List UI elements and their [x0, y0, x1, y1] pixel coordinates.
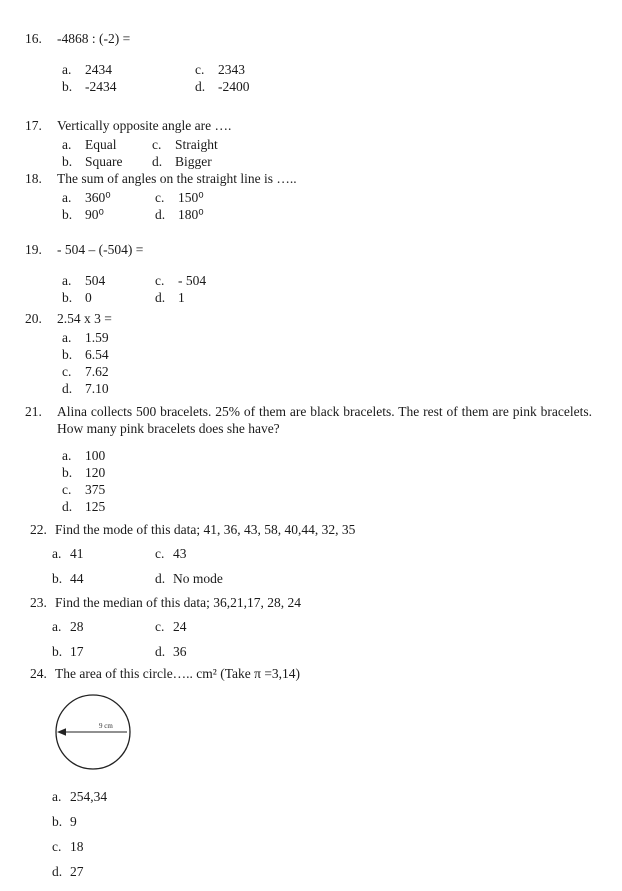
option-label: b. — [62, 207, 73, 222]
radius-label: 9 cm — [99, 722, 113, 730]
option-text: 17 — [70, 644, 84, 659]
option-text: -2400 — [218, 79, 250, 94]
option-21-a — [62, 447, 592, 464]
option-label: b. — [52, 571, 63, 586]
option-label: b. — [62, 79, 73, 94]
option-21-c — [62, 481, 592, 498]
option-text: Equal — [85, 137, 117, 152]
option-text: Square — [85, 154, 123, 169]
option-17-c — [152, 136, 218, 153]
option-label: b. — [62, 154, 73, 169]
option-label: c. — [155, 190, 165, 205]
question-23-options — [52, 618, 592, 660]
circle-diagram-container — [47, 692, 592, 776]
option-22-d — [155, 570, 223, 587]
option-label: a. — [62, 273, 72, 288]
option-text: 120 — [85, 465, 106, 480]
question-number: 22. — [30, 522, 47, 537]
option-18-a — [62, 189, 155, 206]
question-24 — [25, 665, 592, 880]
option-text: 2343 — [218, 62, 245, 77]
option-17-d — [152, 153, 218, 170]
question-text: The sum of angles on the straight line is ….. — [57, 171, 297, 186]
question-number: 21. — [25, 404, 42, 419]
option-label: a. — [62, 137, 72, 152]
option-22-c — [155, 545, 223, 562]
question-text: -4868 : (-2) = — [57, 31, 131, 46]
option-label: d. — [152, 154, 163, 169]
option-text: 9 — [70, 814, 77, 829]
option-23-d — [155, 643, 187, 660]
option-24-b — [52, 813, 592, 830]
option-20-d — [62, 380, 592, 397]
option-label: d. — [195, 79, 206, 94]
question-text: Find the median of this data; 36,21,17, 28, 24 — [55, 595, 301, 610]
option-text: No mode — [173, 571, 223, 586]
option-text: 7.10 — [85, 381, 109, 396]
option-text: -2434 — [85, 79, 117, 94]
option-text: 1 — [178, 290, 185, 305]
option-text: 125 — [85, 499, 106, 514]
question-head — [25, 594, 592, 611]
option-label: a. — [62, 448, 72, 463]
question-number: 16. — [25, 31, 42, 46]
option-16-d — [195, 78, 250, 95]
option-19-d — [155, 289, 206, 306]
option-19-b — [62, 289, 155, 306]
option-24-c — [52, 838, 592, 855]
option-label: d. — [62, 381, 73, 396]
option-20-c — [62, 363, 592, 380]
option-text: 1.59 — [85, 330, 109, 345]
question-22 — [25, 521, 592, 587]
option-label: c. — [155, 273, 165, 288]
option-text: 24 — [173, 619, 187, 634]
question-head — [25, 403, 592, 437]
option-22-b — [52, 570, 155, 587]
option-label: c. — [62, 364, 72, 379]
option-18-b — [62, 206, 155, 223]
option-label: a. — [62, 62, 72, 77]
question-20 — [25, 310, 592, 397]
option-label: c. — [52, 839, 62, 854]
option-23-c — [155, 618, 187, 635]
question-text: - 504 – (-504) = — [57, 242, 144, 257]
option-label: c. — [155, 619, 165, 634]
arrowhead-icon — [57, 728, 66, 736]
question-17-options — [62, 136, 592, 170]
option-label: d. — [155, 571, 166, 586]
question-number: 20. — [25, 311, 42, 326]
question-16 — [25, 30, 592, 95]
question-18-options — [62, 189, 592, 223]
option-19-a — [62, 272, 155, 289]
option-label: c. — [62, 482, 72, 497]
question-19-options — [62, 272, 592, 306]
option-label: c. — [195, 62, 205, 77]
question-head — [25, 170, 592, 187]
option-text: 2434 — [85, 62, 112, 77]
question-head — [25, 30, 592, 47]
option-23-b — [52, 643, 155, 660]
question-head — [25, 665, 592, 682]
option-label: d. — [52, 864, 63, 879]
option-20-b — [62, 346, 592, 363]
question-text: Alina collects 500 bracelets. 25% of them are black bracelets. The rest of them are pink bracelets. How many pink bracelets does she have? — [57, 404, 592, 436]
option-text: 43 — [173, 546, 187, 561]
option-text: Bigger — [175, 154, 212, 169]
question-number: 17. — [25, 118, 42, 133]
option-text: 375 — [85, 482, 106, 497]
option-16-c — [195, 61, 250, 78]
circle-diagram — [47, 692, 139, 772]
option-label: d. — [155, 290, 166, 305]
option-label: d. — [155, 207, 166, 222]
option-label: d. — [62, 499, 73, 514]
option-label: d. — [155, 644, 166, 659]
question-number: 24. — [30, 666, 47, 681]
question-text: The area of this circle….. cm² (Take π =3,14) — [55, 666, 301, 681]
option-text: 36 — [173, 644, 187, 659]
option-text: 18 — [70, 839, 84, 854]
option-text: 44 — [70, 571, 84, 586]
question-head — [25, 521, 592, 538]
option-19-c — [155, 272, 206, 289]
question-18 — [25, 170, 592, 223]
option-label: b. — [62, 347, 73, 362]
question-head — [25, 117, 592, 134]
question-head — [25, 310, 592, 327]
option-24-d — [52, 863, 592, 880]
option-label: a. — [62, 330, 72, 345]
question-number: 18. — [25, 171, 42, 186]
option-label: a. — [52, 546, 62, 561]
option-text: 180⁰ — [178, 207, 204, 222]
option-label: a. — [52, 789, 62, 804]
option-21-d — [62, 498, 592, 515]
question-19 — [25, 241, 592, 306]
option-16-a — [62, 61, 195, 78]
option-17-b — [62, 153, 152, 170]
question-head — [25, 241, 592, 258]
option-text: 100 — [85, 448, 106, 463]
option-label: b. — [62, 465, 73, 480]
option-label: c. — [155, 546, 165, 561]
option-text: Straight — [175, 137, 218, 152]
question-23 — [25, 594, 592, 660]
option-label: c. — [152, 137, 162, 152]
question-text: Find the mode of this data; 41, 36, 43, 58, 40,44, 32, 35 — [55, 522, 356, 537]
question-17 — [25, 117, 592, 170]
option-text: 7.62 — [85, 364, 109, 379]
option-text: 504 — [85, 273, 106, 288]
option-text: 254,34 — [70, 789, 108, 804]
option-label: a. — [62, 190, 72, 205]
option-text: 6.54 — [85, 347, 109, 362]
option-label: a. — [52, 619, 62, 634]
option-text: - 504 — [178, 273, 207, 288]
question-21 — [25, 403, 592, 515]
question-16-options — [62, 61, 592, 95]
question-20-options — [62, 329, 592, 397]
option-17-a — [62, 136, 152, 153]
option-text: 0 — [85, 290, 92, 305]
option-24-a — [52, 788, 592, 805]
option-text: 150⁰ — [178, 190, 204, 205]
option-18-d — [155, 206, 204, 223]
question-number: 19. — [25, 242, 42, 257]
question-24-options — [52, 788, 592, 880]
option-text: 41 — [70, 546, 84, 561]
option-16-b — [62, 78, 195, 95]
option-label: b. — [52, 814, 63, 829]
option-text: 28 — [70, 619, 84, 634]
option-22-a — [52, 545, 155, 562]
option-label: b. — [52, 644, 63, 659]
option-label: b. — [62, 290, 73, 305]
question-number: 23. — [30, 595, 47, 610]
question-text: 2.54 x 3 = — [57, 311, 112, 326]
option-text: 27 — [70, 864, 84, 879]
option-20-a — [62, 329, 592, 346]
option-23-a — [52, 618, 155, 635]
question-text: Vertically opposite angle are …. — [57, 118, 232, 133]
question-22-options — [52, 545, 592, 587]
option-text: 90⁰ — [85, 207, 104, 222]
option-18-c — [155, 189, 204, 206]
question-21-options — [62, 447, 592, 515]
option-21-b — [62, 464, 592, 481]
option-text: 360⁰ — [85, 190, 111, 205]
